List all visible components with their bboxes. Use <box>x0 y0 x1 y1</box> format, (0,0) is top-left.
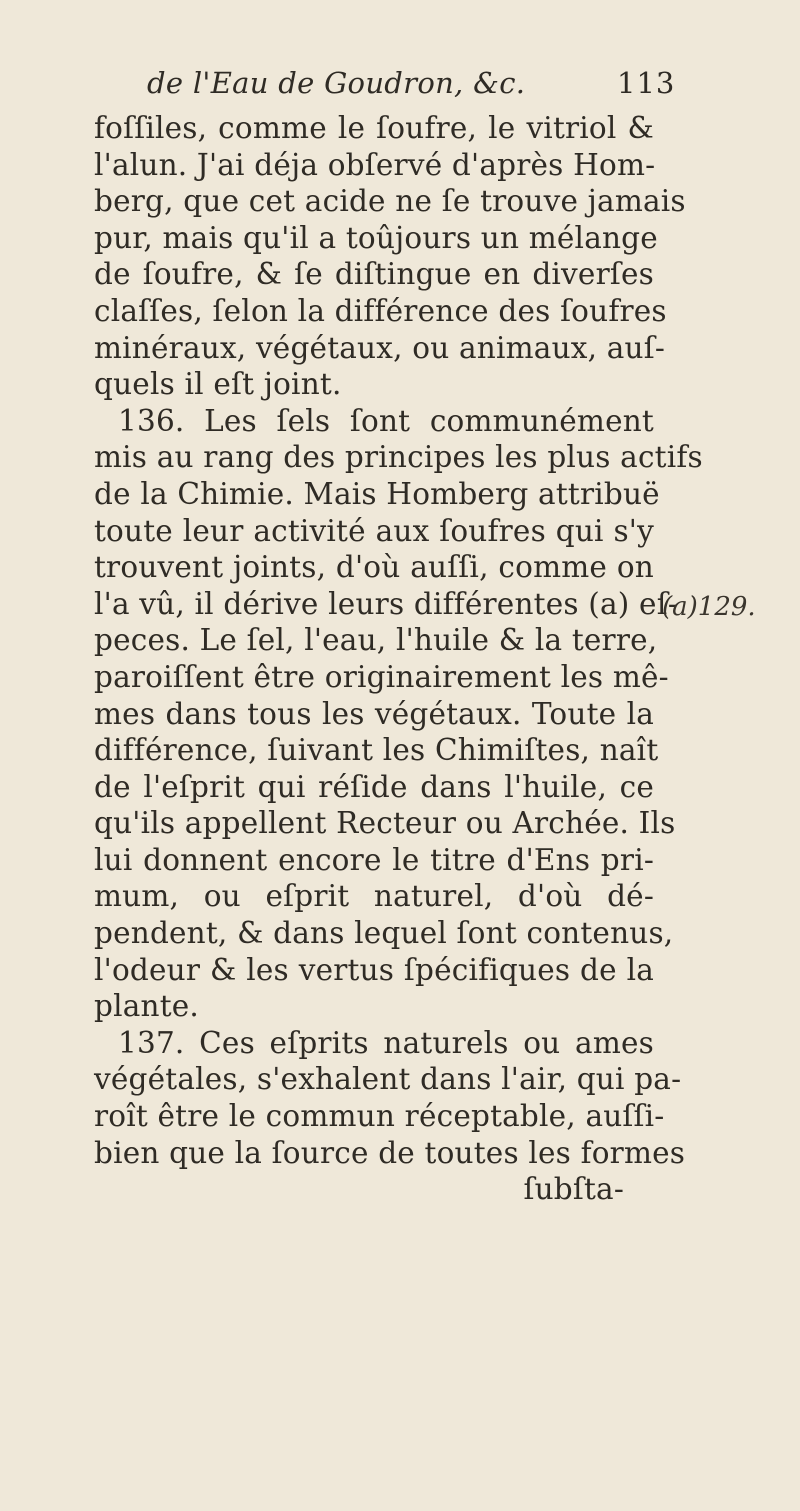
text-line: l'alun. J'ai déja obſervé d'après Hom- <box>94 147 656 182</box>
text-line: l'odeur & les vertus ſpécifiques de la <box>94 952 654 987</box>
text-line: quels il eſt joint. <box>94 367 342 402</box>
text-line: trouvent joints, d'où auſſi, comme on <box>94 550 654 585</box>
text-line: pur, mais qu'il a toûjours un mélange <box>94 220 658 255</box>
text-line: claſſes, ſelon la différence des ſoufres <box>94 293 667 328</box>
page-number: 113 <box>617 66 676 100</box>
margin-note: (a)129. <box>662 592 756 622</box>
text-line: berg, que cet acide ne ſe trouve jamais <box>94 184 686 219</box>
text-line: toute leur activité aux ſoufres qui s'y <box>94 513 654 548</box>
text-line: bien que la ſource de toutes les formes <box>94 1135 686 1170</box>
paragraph-137-start: 137. Ces eſprits naturels ou ames <box>118 1025 654 1060</box>
text-line: paroiſſent être originairement les mê- <box>94 659 669 694</box>
text-line: mum, ou eſprit naturel, d'où dé- <box>94 879 654 914</box>
text-line: mes dans tous les végétaux. Toute la <box>94 696 654 731</box>
body-text <box>94 110 703 1208</box>
text-line: pendent, & dans lequel ſont contenus, <box>94 916 674 951</box>
text-line: de l'eſprit qui réſide dans l'huile, ce <box>94 769 654 804</box>
text-line: roît être le commun réceptable, auſſi- <box>94 1099 665 1134</box>
text-line: mis au rang des principes les plus actifs <box>94 440 703 475</box>
text-line: foſſiles, comme le ſoufre, le vitriol & <box>94 111 654 145</box>
text-line: qu'ils appellent Recteur ou Archée. Ils <box>94 806 676 841</box>
page-header <box>0 66 800 106</box>
text-line: différence, ſuivant les Chimiſtes, naît <box>94 733 659 768</box>
text-line: plante. <box>94 989 199 1024</box>
text-line: l'a vû, il dérive leurs différentes (a) eſ- <box>94 586 678 621</box>
paragraph-136-start: 136. Les ſels ſont communément <box>118 403 654 438</box>
running-title: de l'Eau de Goudron, &c. <box>147 66 526 100</box>
text-line: minéraux, végétaux, ou animaux, auſ- <box>94 330 666 365</box>
text-line: de ſoufre, & ſe diſtingue en diverſes <box>94 257 654 292</box>
text-line: peces. Le ſel, l'eau, l'huile & la terre, <box>94 623 658 658</box>
text-line: lui donnent encore le titre d'Ens pri- <box>94 842 654 877</box>
text-line: végétales, s'exhalent dans l'air, qui pa- <box>94 1062 682 1097</box>
catchword: ſubſta- <box>523 1172 624 1207</box>
text-line: de la Chimie. Mais Homberg attribuë <box>94 476 660 511</box>
